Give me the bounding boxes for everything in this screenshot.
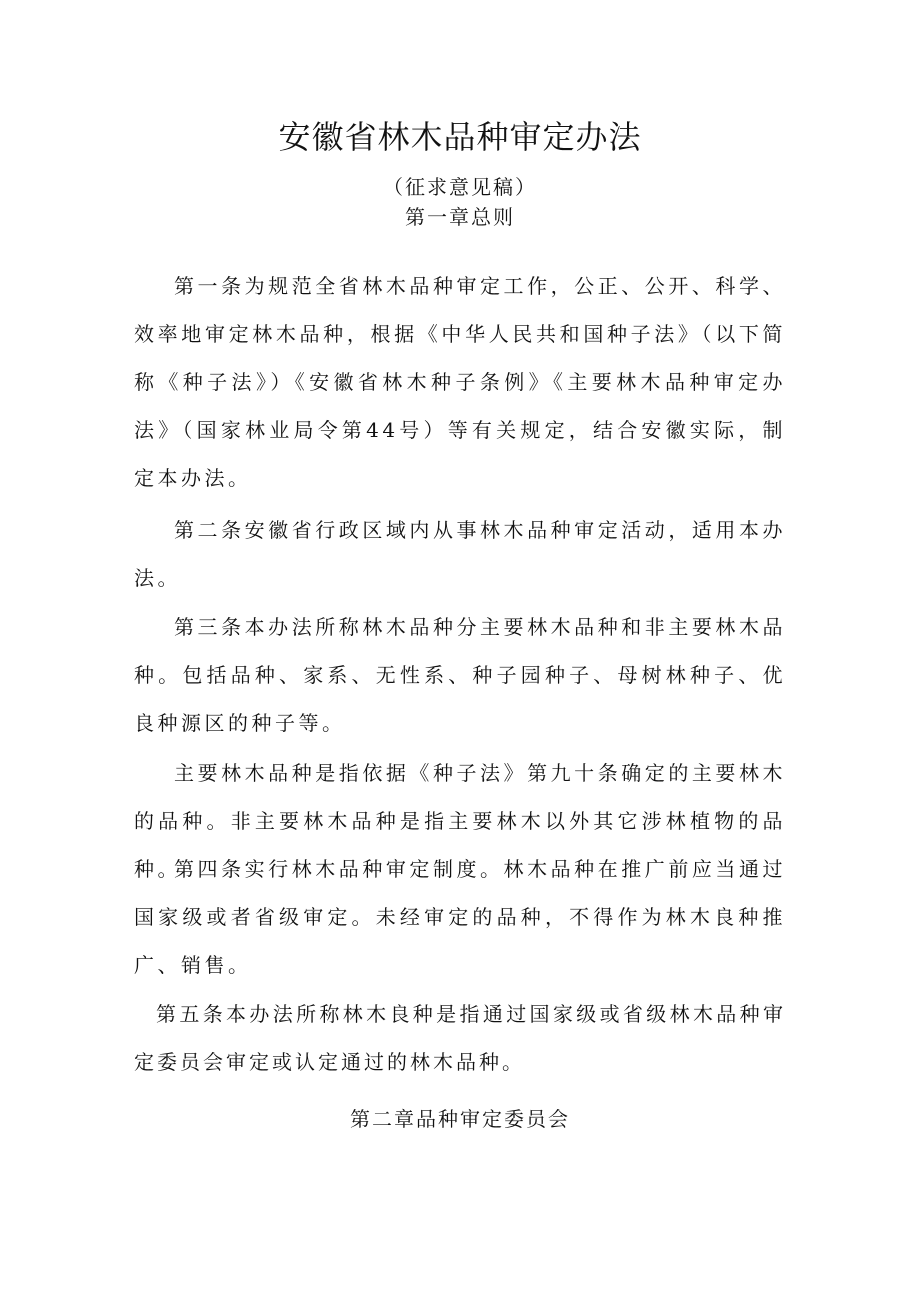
article-3-supplement-paragraph: 主要林木品种是指依据《种子法》第九十条确定的主要林木的品种。非主要林木品种是指主要林木以外其它涉林植物的品种。 [134, 761, 786, 881]
article-2-paragraph: 第二条安徽省行政区域内从事林木品种审定活动，适用本办法。 [134, 518, 786, 590]
article-5-paragraph: 第五条本办法所称林木良种是指通过国家级或省级林木品种审定委员会审定或认定通过的林木品种。 [134, 1002, 786, 1074]
article-4-paragraph: 第四条实行林木品种审定制度。林木品种在推广前应当通过国家级或者省级审定。未经审定的品种，不得作为林木良种推广、销售。 [134, 857, 786, 977]
chapter-2-heading: 第二章品种审定委员会 [350, 1107, 570, 1131]
document-title: 安徽省林木品种审定办法 [278, 118, 642, 156]
document-subtitle: （征求意见稿） [383, 175, 537, 199]
article-1-paragraph: 第一条为规范全省林木品种审定工作，公正、公开、科学、效率地审定林木品种，根据《中华人民共和国种子法》（以下简称《种子法》）《安徽省林木种子条例》《主要林木品种审定办法》（国家林业局令第44号）等有关规定，结合安徽实际，制定本办法。 [134, 274, 786, 490]
article-3-paragraph: 第三条本办法所称林木品种分主要林木品种和非主要林木品种。包括品种、家系、无性系、种子园种子、母树林种子、优良种源区的种子等。 [134, 615, 786, 735]
chapter-1-heading: 第一章总则 [405, 205, 515, 229]
